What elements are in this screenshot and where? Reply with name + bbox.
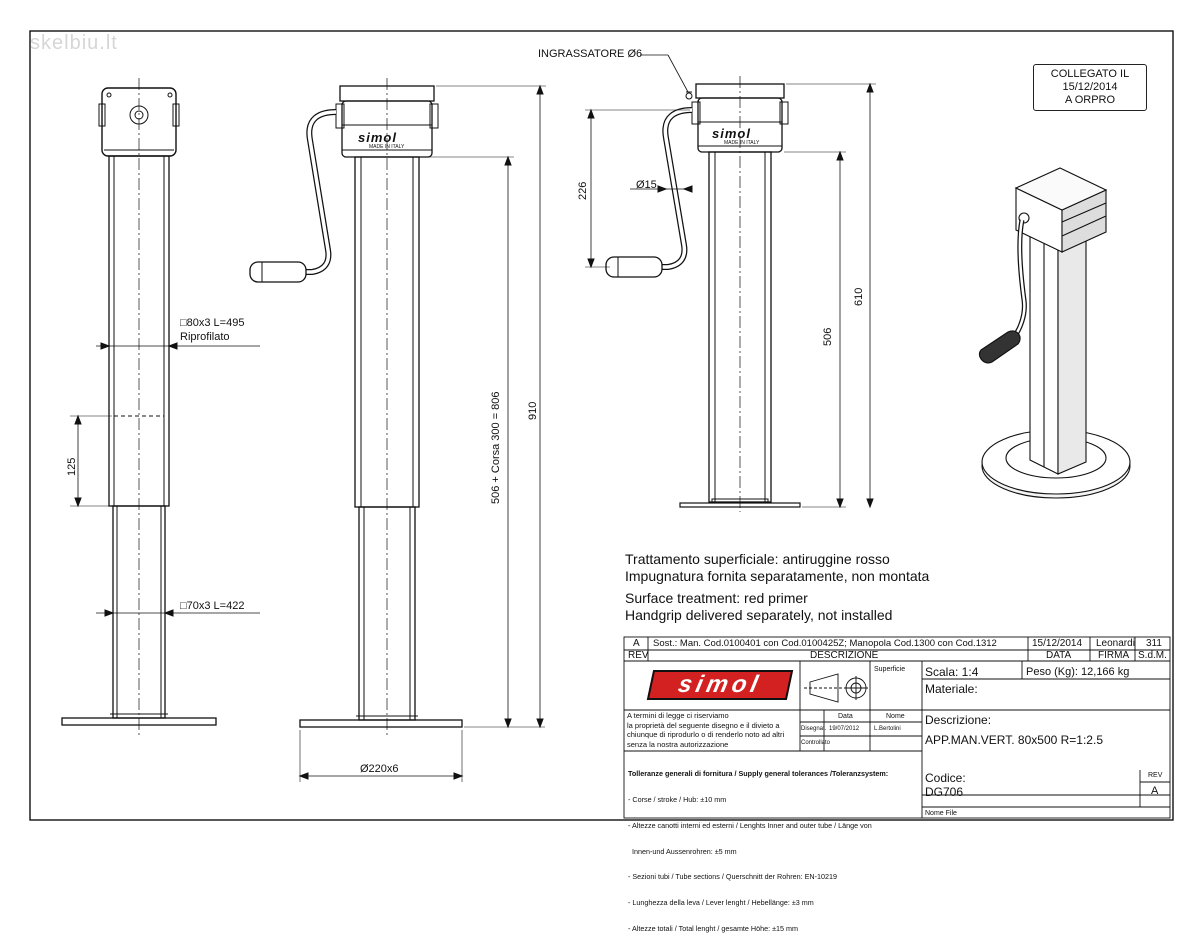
tolerance-line: Innen-und Aussenrohren: ±5 mm [628,846,737,856]
lower-tube-label: □70x3 L=422 [180,600,245,612]
stroke-dimension: 506 + Corsa 300 = 806 [490,391,502,504]
tolerance-line: - Lunghezza della leva / Lever lenght / Hebellänge: ±3 mm [628,898,814,908]
company-logo-text: simol [675,671,765,698]
note-en-2: Handgrip delivered separately, not installed [625,607,893,623]
note-en-1: Surface treatment: red primer [625,590,808,606]
rev-number: 311 [1146,638,1162,649]
code-value: DG706 [925,785,964,799]
brand-logo: simol [712,126,751,141]
drawn-date-header: Data [838,713,853,720]
description-label: Descrizione: [925,713,992,727]
drawn-name-header: Nome [886,713,905,720]
closed-height-dimension: 506 [822,327,834,346]
tolerances [628,753,888,951]
description-header: DESCRIZIONE [810,650,879,661]
rev-box-label: REV [1148,772,1163,779]
legal-line: chiunque di riprodurlo o di renderlo noto ad altri [627,730,785,739]
tolerance-line: - Corse / stroke / Hub: ±10 mm [628,794,727,804]
isometric-view [979,168,1130,498]
upper-tube-note: Riprofilato [180,331,230,343]
scale-value: Scala: 1:4 [925,665,979,679]
rev-description: Sost.: Man. Cod.0100401 con Cod.0100425Z; Manopola Cod.1300 con Cod.1312 [653,638,997,649]
date-header: DATA [1046,650,1072,661]
description-value: APP.MAN.VERT. 80x500 R=1:2.5 [925,733,1103,747]
company-logo [647,670,793,700]
note-it-1: Trattamento superficiale: antiruggine rosso [625,551,890,567]
weight-value: Peso (Kg): 12,166 kg [1026,666,1130,678]
revision-stamp [1033,64,1147,111]
drawn-by-name: L.Bertolini [874,726,901,732]
material-label: Materiale: [925,682,978,696]
brand-subtitle: MADE IN ITALY [724,140,760,146]
rev-header: REV [628,650,649,661]
sheet-frame [30,31,1173,820]
rev-sign: Leonardi [1096,638,1135,649]
stamp-line: A ORPRO [1064,94,1116,106]
tolerance-line: - Altezze totali / Total lenght / gesamte Höhe: ±15 mm [628,923,799,933]
sdm-header: S.d.M. [1138,650,1167,661]
note-it-2: Impugnatura fornita separatamente, non montata [625,568,930,584]
tolerance-line: Tolleranze generali di fornitura / Supply general tolerances /Toleranzsystem: [628,769,889,779]
drawn-date: 19/07/2012 [829,726,860,732]
checked-label: Controllato [801,740,831,746]
rev-box-value: A [1151,785,1159,797]
stamp-line: 15/12/2014 [1062,81,1118,93]
base-diameter-label: Ø220x6 [360,763,399,775]
grease-nipple-label: INGRASSATORE Ø6 [538,48,643,60]
handle-diameter-label: Ø15 [636,179,657,191]
legal-notice [627,711,784,749]
tolerance-line: - Sezioni tubi / Tube sections / Querschnitt der Rohren: EN-10219 [628,872,837,882]
crank-height-dimension: 610 [853,287,865,306]
brand-logo: simol [358,130,397,145]
legal-line: la proprietà del seguente disegno e il divieto a [627,720,780,730]
retracted-view [585,55,876,512]
tolerance-line: - Altezze canotti interni ed esterni / Lenghts Inner and outer tube / Länge von [628,820,872,830]
total-height-dimension: 910 [527,401,539,420]
legal-line: A termini di legge ci riserviamo [627,711,729,720]
front-view [62,78,260,735]
file-name-label: Nome File [925,810,957,817]
drawn-by-label: Disegnat. [801,726,827,732]
stamp-line: COLLEGATO IL [1050,68,1130,80]
surface-label: Superficie [874,666,906,673]
handle-offset-dimension: 226 [577,181,589,200]
rev-letter: A [633,638,640,649]
upper-tube-label: □80x3 L=495 [180,317,245,329]
signature-header: FIRMA [1098,650,1130,661]
code-label: Codice: [925,771,966,785]
brand-subtitle: MADE IN ITALY [369,144,405,150]
overlap-dimension: 125 [66,457,78,476]
legal-line: senza la nostra autorizzazione [627,739,729,749]
watermark: skelbiu.lt [30,32,118,54]
rev-date: 15/12/2014 [1032,638,1083,649]
